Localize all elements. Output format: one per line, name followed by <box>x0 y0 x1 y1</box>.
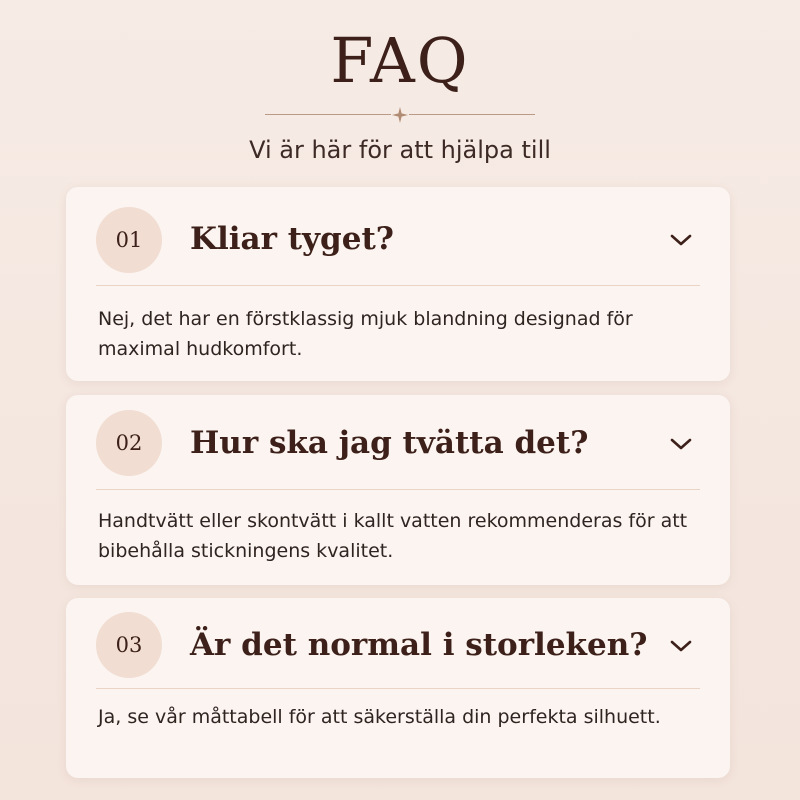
page-title: FAQ <box>330 24 470 97</box>
faq-answer: Handtvätt eller skontvätt i kallt vatten rekommenderas för att bibehålla stickningens kvalitet. <box>98 510 688 562</box>
faq-item-3[interactable] <box>66 598 730 778</box>
faq-divider <box>96 489 700 490</box>
faq-answer: Ja, se vår måttabell för att säkerställa din perfekta silhuett. <box>98 706 661 728</box>
faq-answer: Nej, det har en förstklassig mjuk blandning designad för maximal hudkomfort. <box>98 308 633 360</box>
page-subtitle: Vi är här för att hjälpa till <box>249 136 551 164</box>
divider-line-left <box>265 114 391 115</box>
divider-line-right <box>409 114 535 115</box>
sparkle-icon <box>392 107 408 123</box>
faq-question[interactable]: Är det normal i storleken? <box>190 627 648 663</box>
faq-item-2[interactable] <box>66 395 730 585</box>
faq-divider <box>96 285 700 286</box>
faq-number-badge: 01 <box>96 207 162 273</box>
chevron-down-icon[interactable] <box>668 638 694 654</box>
faq-question[interactable]: Hur ska jag tvätta det? <box>190 425 589 461</box>
faq-number-badge: 03 <box>96 612 162 678</box>
title-divider <box>265 107 535 123</box>
faq-divider <box>96 688 700 689</box>
faq-item-1[interactable] <box>66 187 730 381</box>
chevron-down-icon[interactable] <box>668 436 694 452</box>
faq-number-badge: 02 <box>96 410 162 476</box>
faq-question[interactable]: Kliar tyget? <box>190 221 394 257</box>
chevron-down-icon[interactable] <box>668 232 694 248</box>
